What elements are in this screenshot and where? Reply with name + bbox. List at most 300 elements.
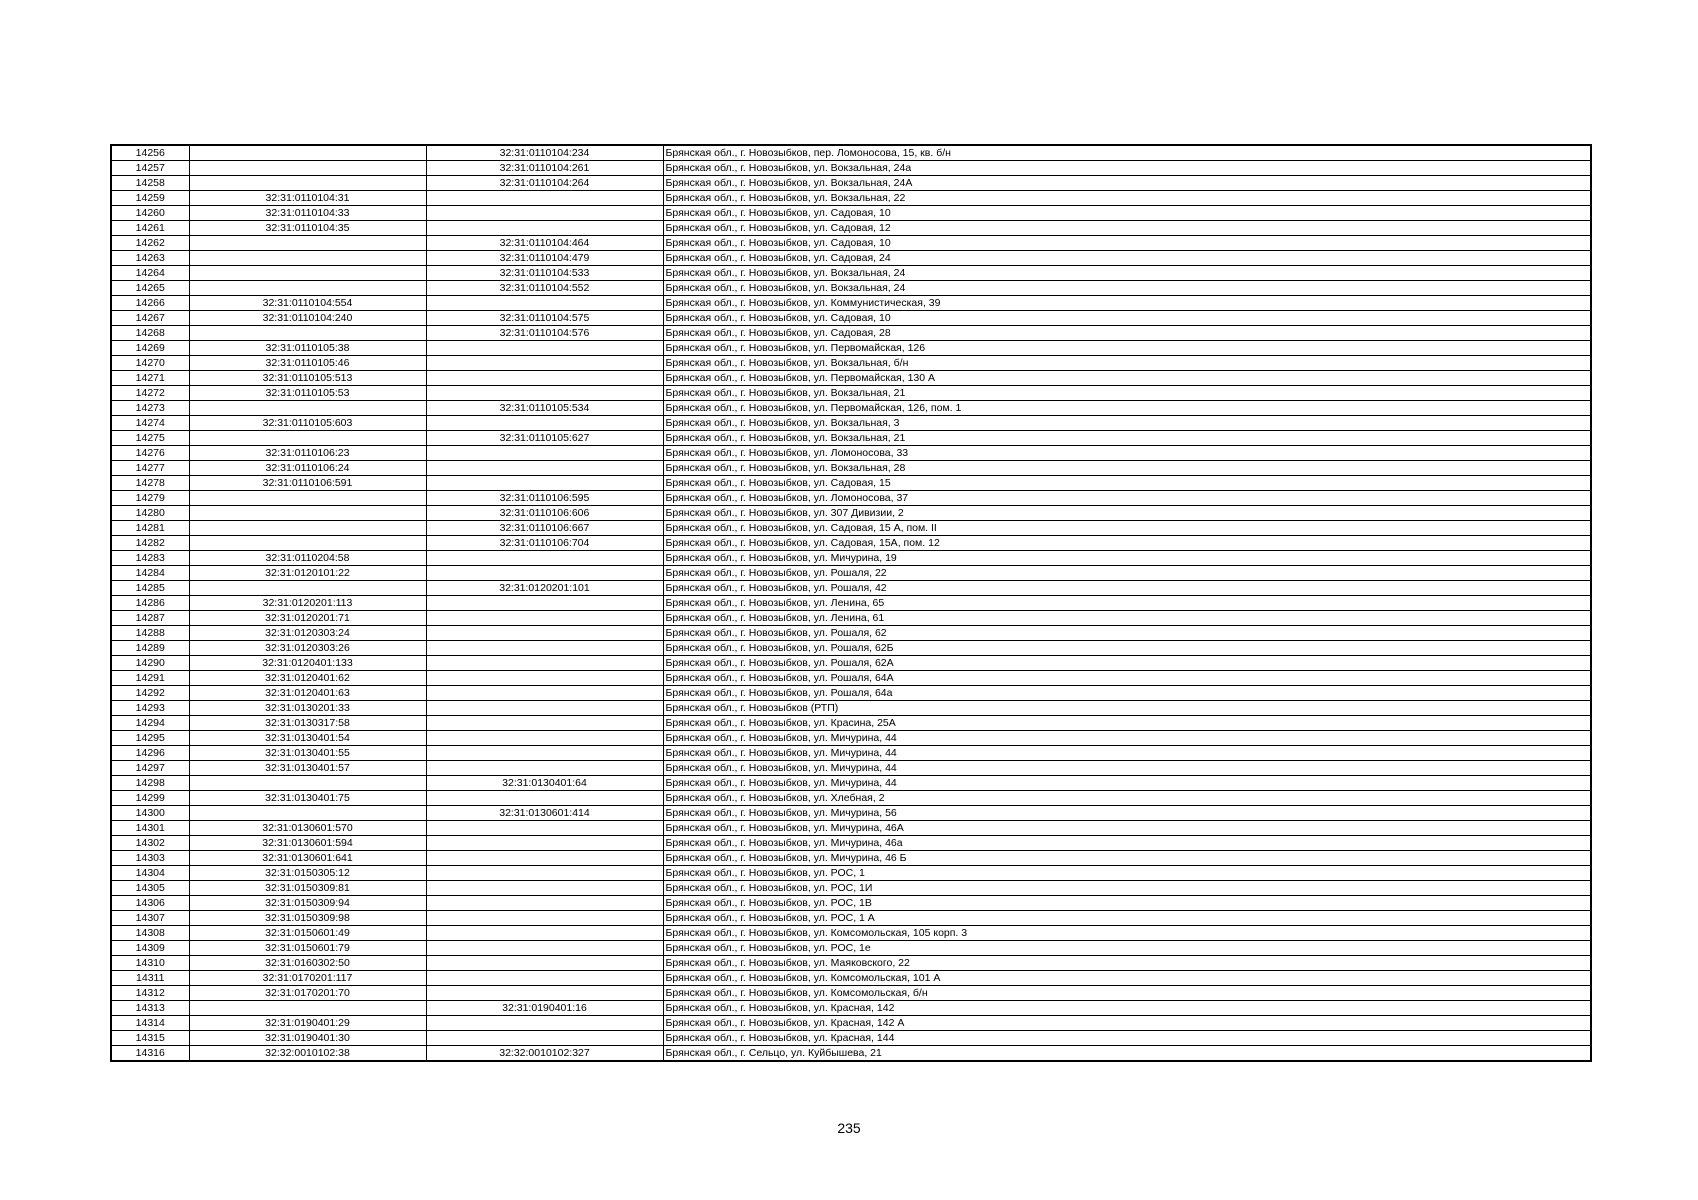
address-cell: Брянская обл., г. Новозыбков, ул. Рошаля, 22 xyxy=(663,566,1591,581)
row-number-cell: 14282 xyxy=(111,536,189,551)
row-number-cell: 14300 xyxy=(111,806,189,821)
land-cadastral-number-cell xyxy=(189,431,426,446)
land-cadastral-number-cell xyxy=(189,401,426,416)
row-number-cell: 14271 xyxy=(111,371,189,386)
land-cadastral-number-cell: 32:31:0110104:31 xyxy=(189,191,426,206)
row-number-cell: 14298 xyxy=(111,776,189,791)
address-cell: Брянская обл., г. Новозыбков, ул. Рошаля, 42 xyxy=(663,581,1591,596)
table-row xyxy=(111,701,1591,716)
building-cadastral-number-cell: 32:31:0110104:479 xyxy=(426,251,663,266)
table-row xyxy=(111,716,1591,731)
row-number-cell: 14302 xyxy=(111,836,189,851)
table-row xyxy=(111,956,1591,971)
land-cadastral-number-cell: 32:31:0130401:55 xyxy=(189,746,426,761)
address-cell: Брянская обл., г. Новозыбков, ул. Ломоносова, 33 xyxy=(663,446,1591,461)
address-cell: Брянская обл., г. Новозыбков, ул. Вокзальная, 24 xyxy=(663,266,1591,281)
row-number-cell: 14311 xyxy=(111,971,189,986)
address-cell: Брянская обл., г. Новозыбков, ул. Садовая, 15 А, пом. II xyxy=(663,521,1591,536)
table-row xyxy=(111,626,1591,641)
building-cadastral-number-cell xyxy=(426,416,663,431)
building-cadastral-number-cell: 32:31:0110106:606 xyxy=(426,506,663,521)
land-cadastral-number-cell: 32:31:0150309:94 xyxy=(189,896,426,911)
land-cadastral-number-cell xyxy=(189,266,426,281)
building-cadastral-number-cell xyxy=(426,941,663,956)
address-cell: Брянская обл., г. Новозыбков, ул. Первомайская, 130 А xyxy=(663,371,1591,386)
building-cadastral-number-cell xyxy=(426,206,663,221)
land-cadastral-number-cell: 32:31:0110204:58 xyxy=(189,551,426,566)
row-number-cell: 14313 xyxy=(111,1001,189,1016)
registry-table xyxy=(110,144,1592,1062)
address-cell: Брянская обл., г. Новозыбков, ул. Садовая, 10 xyxy=(663,236,1591,251)
building-cadastral-number-cell xyxy=(426,626,663,641)
land-cadastral-number-cell: 32:31:0120303:26 xyxy=(189,641,426,656)
building-cadastral-number-cell xyxy=(426,791,663,806)
address-cell: Брянская обл., г. Новозыбков, ул. Садовая, 12 xyxy=(663,221,1591,236)
address-cell: Брянская обл., г. Новозыбков, ул. РОС, 1 А xyxy=(663,911,1591,926)
address-cell: Брянская обл., г. Новозыбков, ул. Вокзальная, 21 xyxy=(663,386,1591,401)
land-cadastral-number-cell: 32:31:0130601:594 xyxy=(189,836,426,851)
building-cadastral-number-cell xyxy=(426,356,663,371)
land-cadastral-number-cell xyxy=(189,236,426,251)
building-cadastral-number-cell xyxy=(426,566,663,581)
address-cell: Брянская обл., г. Новозыбков, ул. Вокзальная, б/н xyxy=(663,356,1591,371)
land-cadastral-number-cell: 32:31:0130401:57 xyxy=(189,761,426,776)
table-row xyxy=(111,191,1591,206)
address-cell: Брянская обл., г. Новозыбков, ул. Ломоносова, 37 xyxy=(663,491,1591,506)
table-row xyxy=(111,641,1591,656)
address-cell: Брянская обл., г. Новозыбков, ул. Рошаля, 64а xyxy=(663,686,1591,701)
land-cadastral-number-cell: 32:31:0110106:591 xyxy=(189,476,426,491)
land-cadastral-number-cell: 32:31:0130201:33 xyxy=(189,701,426,716)
building-cadastral-number-cell: 32:31:0110104:261 xyxy=(426,161,663,176)
address-cell: Брянская обл., г. Новозыбков, ул. Вокзальная, 24 xyxy=(663,281,1591,296)
table-row xyxy=(111,161,1591,176)
address-cell: Брянская обл., г. Новозыбков, ул. Вокзальная, 3 xyxy=(663,416,1591,431)
address-cell: Брянская обл., г. Новозыбков, ул. Мичурина, 44 xyxy=(663,776,1591,791)
land-cadastral-number-cell: 32:31:0110104:33 xyxy=(189,206,426,221)
address-cell: Брянская обл., г. Новозыбков (РТП) xyxy=(663,701,1591,716)
table-row xyxy=(111,145,1591,161)
land-cadastral-number-cell: 32:31:0110105:38 xyxy=(189,341,426,356)
building-cadastral-number-cell xyxy=(426,671,663,686)
table-row xyxy=(111,236,1591,251)
land-cadastral-number-cell: 32:31:0130317:58 xyxy=(189,716,426,731)
table-row xyxy=(111,1001,1591,1016)
row-number-cell: 14305 xyxy=(111,881,189,896)
building-cadastral-number-cell: 32:31:0110105:627 xyxy=(426,431,663,446)
row-number-cell: 14286 xyxy=(111,596,189,611)
land-cadastral-number-cell xyxy=(189,145,426,161)
building-cadastral-number-cell xyxy=(426,701,663,716)
address-cell: Брянская обл., г. Новозыбков, ул. Красная, 142 А xyxy=(663,1016,1591,1031)
address-cell: Брянская обл., г. Новозыбков, ул. Вокзальная, 22 xyxy=(663,191,1591,206)
registry-table-container xyxy=(110,144,1590,1062)
row-number-cell: 14266 xyxy=(111,296,189,311)
table-row xyxy=(111,791,1591,806)
row-number-cell: 14290 xyxy=(111,656,189,671)
page-number: 235 xyxy=(837,1120,861,1136)
land-cadastral-number-cell: 32:31:0120101:22 xyxy=(189,566,426,581)
land-cadastral-number-cell: 32:31:0110106:24 xyxy=(189,461,426,476)
row-number-cell: 14293 xyxy=(111,701,189,716)
address-cell: Брянская обл., г. Новозыбков, ул. Вокзальная, 21 xyxy=(663,431,1591,446)
building-cadastral-number-cell xyxy=(426,746,663,761)
building-cadastral-number-cell: 32:31:0120201:101 xyxy=(426,581,663,596)
address-cell: Брянская обл., г. Новозыбков, ул. Красная, 144 xyxy=(663,1031,1591,1046)
row-number-cell: 14296 xyxy=(111,746,189,761)
table-row xyxy=(111,686,1591,701)
row-number-cell: 14281 xyxy=(111,521,189,536)
building-cadastral-number-cell xyxy=(426,1016,663,1031)
table-row xyxy=(111,266,1591,281)
table-row xyxy=(111,311,1591,326)
address-cell: Брянская обл., г. Новозыбков, ул. Первомайская, 126, пом. 1 xyxy=(663,401,1591,416)
row-number-cell: 14315 xyxy=(111,1031,189,1046)
building-cadastral-number-cell xyxy=(426,866,663,881)
row-number-cell: 14277 xyxy=(111,461,189,476)
address-cell: Брянская обл., г. Новозыбков, ул. Комсомольская, б/н xyxy=(663,986,1591,1001)
table-row xyxy=(111,461,1591,476)
row-number-cell: 14292 xyxy=(111,686,189,701)
row-number-cell: 14259 xyxy=(111,191,189,206)
address-cell: Брянская обл., г. Новозыбков, ул. Комсомольская, 105 корп. 3 xyxy=(663,926,1591,941)
building-cadastral-number-cell: 32:31:0110104:552 xyxy=(426,281,663,296)
land-cadastral-number-cell xyxy=(189,806,426,821)
address-cell: Брянская обл., г. Новозыбков, ул. Мичурина, 46 Б xyxy=(663,851,1591,866)
building-cadastral-number-cell xyxy=(426,881,663,896)
address-cell: Брянская обл., г. Новозыбков, ул. Садовая, 15 xyxy=(663,476,1591,491)
building-cadastral-number-cell: 32:31:0110104:234 xyxy=(426,145,663,161)
building-cadastral-number-cell: 32:31:0110106:667 xyxy=(426,521,663,536)
table-row xyxy=(111,596,1591,611)
building-cadastral-number-cell xyxy=(426,611,663,626)
land-cadastral-number-cell xyxy=(189,1001,426,1016)
building-cadastral-number-cell xyxy=(426,596,663,611)
table-row xyxy=(111,1016,1591,1031)
address-cell: Брянская обл., г. Новозыбков, ул. Мичурина, 46а xyxy=(663,836,1591,851)
row-number-cell: 14301 xyxy=(111,821,189,836)
building-cadastral-number-cell xyxy=(426,686,663,701)
address-cell: Брянская обл., г. Новозыбков, ул. РОС, 1е xyxy=(663,941,1591,956)
row-number-cell: 14314 xyxy=(111,1016,189,1031)
table-row xyxy=(111,476,1591,491)
building-cadastral-number-cell: 32:31:0130401:64 xyxy=(426,776,663,791)
table-row xyxy=(111,551,1591,566)
building-cadastral-number-cell xyxy=(426,956,663,971)
building-cadastral-number-cell: 32:31:0110105:534 xyxy=(426,401,663,416)
table-row xyxy=(111,866,1591,881)
row-number-cell: 14291 xyxy=(111,671,189,686)
land-cadastral-number-cell: 32:31:0150305:12 xyxy=(189,866,426,881)
land-cadastral-number-cell: 32:31:0130401:54 xyxy=(189,731,426,746)
table-row xyxy=(111,281,1591,296)
address-cell: Брянская обл., г. Новозыбков, ул. Садовая, 28 xyxy=(663,326,1591,341)
row-number-cell: 14284 xyxy=(111,566,189,581)
row-number-cell: 14272 xyxy=(111,386,189,401)
address-cell: Брянская обл., г. Новозыбков, ул. Комсомольская, 101 А xyxy=(663,971,1591,986)
row-number-cell: 14263 xyxy=(111,251,189,266)
building-cadastral-number-cell xyxy=(426,371,663,386)
address-cell: Брянская обл., г. Новозыбков, ул. 307 Дивизии, 2 xyxy=(663,506,1591,521)
building-cadastral-number-cell xyxy=(426,986,663,1001)
building-cadastral-number-cell xyxy=(426,911,663,926)
land-cadastral-number-cell xyxy=(189,536,426,551)
table-row xyxy=(111,206,1591,221)
address-cell: Брянская обл., г. Новозыбков, ул. РОС, 1И xyxy=(663,881,1591,896)
row-number-cell: 14265 xyxy=(111,281,189,296)
building-cadastral-number-cell: 32:31:0130601:414 xyxy=(426,806,663,821)
row-number-cell: 14299 xyxy=(111,791,189,806)
row-number-cell: 14285 xyxy=(111,581,189,596)
building-cadastral-number-cell xyxy=(426,341,663,356)
land-cadastral-number-cell xyxy=(189,251,426,266)
building-cadastral-number-cell xyxy=(426,761,663,776)
building-cadastral-number-cell: 32:31:0110104:464 xyxy=(426,236,663,251)
building-cadastral-number-cell xyxy=(426,716,663,731)
land-cadastral-number-cell xyxy=(189,161,426,176)
building-cadastral-number-cell: 32:31:0110104:264 xyxy=(426,176,663,191)
row-number-cell: 14256 xyxy=(111,145,189,161)
land-cadastral-number-cell xyxy=(189,326,426,341)
row-number-cell: 14260 xyxy=(111,206,189,221)
land-cadastral-number-cell: 32:31:0120303:24 xyxy=(189,626,426,641)
building-cadastral-number-cell xyxy=(426,836,663,851)
land-cadastral-number-cell: 32:31:0110106:23 xyxy=(189,446,426,461)
address-cell: Брянская обл., г. Сельцо, ул. Куйбышева, 21 xyxy=(663,1046,1591,1062)
address-cell: Брянская обл., г. Новозыбков, ул. Мичурина, 44 xyxy=(663,761,1591,776)
address-cell: Брянская обл., г. Новозыбков, ул. Мичурина, 44 xyxy=(663,731,1591,746)
land-cadastral-number-cell xyxy=(189,281,426,296)
land-cadastral-number-cell: 32:31:0190401:30 xyxy=(189,1031,426,1046)
land-cadastral-number-cell: 32:31:0150601:79 xyxy=(189,941,426,956)
table-row xyxy=(111,401,1591,416)
building-cadastral-number-cell xyxy=(426,641,663,656)
table-row xyxy=(111,731,1591,746)
land-cadastral-number-cell: 32:31:0150309:81 xyxy=(189,881,426,896)
table-row xyxy=(111,986,1591,1001)
table-row xyxy=(111,851,1591,866)
land-cadastral-number-cell xyxy=(189,506,426,521)
building-cadastral-number-cell xyxy=(426,926,663,941)
address-cell: Брянская обл., г. Новозыбков, ул. Рошаля, 62 xyxy=(663,626,1591,641)
row-number-cell: 14264 xyxy=(111,266,189,281)
address-cell: Брянская обл., г. Новозыбков, ул. Садовая, 24 xyxy=(663,251,1591,266)
building-cadastral-number-cell xyxy=(426,851,663,866)
address-cell: Брянская обл., г. Новозыбков, ул. Мичурина, 46А xyxy=(663,821,1591,836)
table-row xyxy=(111,776,1591,791)
table-row xyxy=(111,941,1591,956)
table-row xyxy=(111,911,1591,926)
table-row xyxy=(111,371,1591,386)
address-cell: Брянская обл., г. Новозыбков, ул. Садовая, 15А, пом. 12 xyxy=(663,536,1591,551)
row-number-cell: 14295 xyxy=(111,731,189,746)
row-number-cell: 14310 xyxy=(111,956,189,971)
table-row xyxy=(111,761,1591,776)
table-row xyxy=(111,806,1591,821)
table-row xyxy=(111,881,1591,896)
building-cadastral-number-cell: 32:31:0110104:576 xyxy=(426,326,663,341)
building-cadastral-number-cell: 32:32:0010102:327 xyxy=(426,1046,663,1062)
table-row xyxy=(111,566,1591,581)
address-cell: Брянская обл., г. Новозыбков, ул. Хлебная, 2 xyxy=(663,791,1591,806)
address-cell: Брянская обл., г. Новозыбков, ул. РОС, 1В xyxy=(663,896,1591,911)
row-number-cell: 14262 xyxy=(111,236,189,251)
land-cadastral-number-cell: 32:31:0120401:62 xyxy=(189,671,426,686)
table-row xyxy=(111,926,1591,941)
row-number-cell: 14269 xyxy=(111,341,189,356)
land-cadastral-number-cell xyxy=(189,581,426,596)
land-cadastral-number-cell: 32:31:0110104:240 xyxy=(189,311,426,326)
address-cell: Брянская обл., г. Новозыбков, ул. Красина, 25А xyxy=(663,716,1591,731)
table-row xyxy=(111,176,1591,191)
building-cadastral-number-cell xyxy=(426,461,663,476)
land-cadastral-number-cell: 32:31:0150309:98 xyxy=(189,911,426,926)
building-cadastral-number-cell xyxy=(426,551,663,566)
address-cell: Брянская обл., г. Новозыбков, ул. Садовая, 10 xyxy=(663,311,1591,326)
row-number-cell: 14304 xyxy=(111,866,189,881)
address-cell: Брянская обл., г. Новозыбков, ул. Вокзальная, 24А xyxy=(663,176,1591,191)
building-cadastral-number-cell xyxy=(426,896,663,911)
row-number-cell: 14303 xyxy=(111,851,189,866)
row-number-cell: 14289 xyxy=(111,641,189,656)
building-cadastral-number-cell xyxy=(426,296,663,311)
land-cadastral-number-cell xyxy=(189,521,426,536)
address-cell: Брянская обл., г. Новозыбков, ул. Маяковского, 22 xyxy=(663,956,1591,971)
land-cadastral-number-cell: 32:31:0160302:50 xyxy=(189,956,426,971)
row-number-cell: 14312 xyxy=(111,986,189,1001)
row-number-cell: 14267 xyxy=(111,311,189,326)
land-cadastral-number-cell: 32:31:0130601:570 xyxy=(189,821,426,836)
building-cadastral-number-cell xyxy=(426,191,663,206)
land-cadastral-number-cell: 32:31:0120401:133 xyxy=(189,656,426,671)
land-cadastral-number-cell xyxy=(189,776,426,791)
table-row xyxy=(111,581,1591,596)
row-number-cell: 14294 xyxy=(111,716,189,731)
building-cadastral-number-cell xyxy=(426,971,663,986)
land-cadastral-number-cell: 32:31:0110104:554 xyxy=(189,296,426,311)
building-cadastral-number-cell xyxy=(426,476,663,491)
table-row xyxy=(111,1031,1591,1046)
table-row xyxy=(111,416,1591,431)
table-row xyxy=(111,326,1591,341)
row-number-cell: 14258 xyxy=(111,176,189,191)
row-number-cell: 14288 xyxy=(111,626,189,641)
row-number-cell: 14274 xyxy=(111,416,189,431)
address-cell: Брянская обл., г. Новозыбков, ул. Вокзальная, 24а xyxy=(663,161,1591,176)
building-cadastral-number-cell xyxy=(426,821,663,836)
table-row xyxy=(111,821,1591,836)
row-number-cell: 14268 xyxy=(111,326,189,341)
table-row xyxy=(111,836,1591,851)
address-cell: Брянская обл., г. Новозыбков, ул. Мичурина, 56 xyxy=(663,806,1591,821)
table-row xyxy=(111,386,1591,401)
land-cadastral-number-cell: 32:31:0110105:603 xyxy=(189,416,426,431)
row-number-cell: 14297 xyxy=(111,761,189,776)
address-cell: Брянская обл., г. Новозыбков, ул. Вокзальная, 28 xyxy=(663,461,1591,476)
building-cadastral-number-cell xyxy=(426,1031,663,1046)
building-cadastral-number-cell: 32:31:0110104:533 xyxy=(426,266,663,281)
row-number-cell: 14273 xyxy=(111,401,189,416)
land-cadastral-number-cell: 32:31:0120401:63 xyxy=(189,686,426,701)
row-number-cell: 14257 xyxy=(111,161,189,176)
row-number-cell: 14316 xyxy=(111,1046,189,1062)
building-cadastral-number-cell xyxy=(426,446,663,461)
address-cell: Брянская обл., г. Новозыбков, ул. Садовая, 10 xyxy=(663,206,1591,221)
address-cell: Брянская обл., г. Новозыбков, ул. Ленина, 65 xyxy=(663,596,1591,611)
registry-table-body xyxy=(111,145,1591,1061)
table-row xyxy=(111,251,1591,266)
address-cell: Брянская обл., г. Новозыбков, ул. Рошаля, 62Б xyxy=(663,641,1591,656)
address-cell: Брянская обл., г. Новозыбков, ул. Мичурина, 19 xyxy=(663,551,1591,566)
row-number-cell: 14308 xyxy=(111,926,189,941)
land-cadastral-number-cell: 32:31:0170201:117 xyxy=(189,971,426,986)
row-number-cell: 14261 xyxy=(111,221,189,236)
address-cell: Брянская обл., г. Новозыбков, ул. Мичурина, 44 xyxy=(663,746,1591,761)
row-number-cell: 14279 xyxy=(111,491,189,506)
table-row xyxy=(111,896,1591,911)
table-row xyxy=(111,446,1591,461)
address-cell: Брянская обл., г. Новозыбков, ул. Коммунистическая, 39 xyxy=(663,296,1591,311)
table-row xyxy=(111,611,1591,626)
row-number-cell: 14280 xyxy=(111,506,189,521)
building-cadastral-number-cell xyxy=(426,221,663,236)
table-row xyxy=(111,221,1591,236)
land-cadastral-number-cell: 32:31:0170201:70 xyxy=(189,986,426,1001)
land-cadastral-number-cell: 32:32:0010102:38 xyxy=(189,1046,426,1062)
table-row xyxy=(111,671,1591,686)
building-cadastral-number-cell: 32:31:0110104:575 xyxy=(426,311,663,326)
land-cadastral-number-cell: 32:31:0120201:113 xyxy=(189,596,426,611)
building-cadastral-number-cell: 32:31:0190401:16 xyxy=(426,1001,663,1016)
land-cadastral-number-cell xyxy=(189,491,426,506)
address-cell: Брянская обл., г. Новозыбков, ул. Ленина, 61 xyxy=(663,611,1591,626)
row-number-cell: 14309 xyxy=(111,941,189,956)
land-cadastral-number-cell: 32:31:0110105:46 xyxy=(189,356,426,371)
land-cadastral-number-cell xyxy=(189,176,426,191)
table-row xyxy=(111,356,1591,371)
address-cell: Брянская обл., г. Новозыбков, ул. Рошаля, 64А xyxy=(663,671,1591,686)
row-number-cell: 14283 xyxy=(111,551,189,566)
row-number-cell: 14270 xyxy=(111,356,189,371)
building-cadastral-number-cell xyxy=(426,656,663,671)
address-cell: Брянская обл., г. Новозыбков, ул. РОС, 1 xyxy=(663,866,1591,881)
table-row xyxy=(111,341,1591,356)
building-cadastral-number-cell xyxy=(426,386,663,401)
building-cadastral-number-cell: 32:31:0110106:595 xyxy=(426,491,663,506)
address-cell: Брянская обл., г. Новозыбков, ул. Первомайская, 126 xyxy=(663,341,1591,356)
row-number-cell: 14306 xyxy=(111,896,189,911)
table-row xyxy=(111,521,1591,536)
row-number-cell: 14307 xyxy=(111,911,189,926)
land-cadastral-number-cell: 32:31:0110105:513 xyxy=(189,371,426,386)
land-cadastral-number-cell: 32:31:0110105:53 xyxy=(189,386,426,401)
table-row xyxy=(111,431,1591,446)
row-number-cell: 14276 xyxy=(111,446,189,461)
table-row xyxy=(111,1046,1591,1062)
land-cadastral-number-cell: 32:31:0120201:71 xyxy=(189,611,426,626)
land-cadastral-number-cell: 32:31:0190401:29 xyxy=(189,1016,426,1031)
address-cell: Брянская обл., г. Новозыбков, ул. Рошаля, 62А xyxy=(663,656,1591,671)
table-row xyxy=(111,971,1591,986)
land-cadastral-number-cell: 32:31:0130401:75 xyxy=(189,791,426,806)
address-cell: Брянская обл., г. Новозыбков, пер. Ломоносова, 15, кв. б/н xyxy=(663,145,1591,161)
building-cadastral-number-cell: 32:31:0110106:704 xyxy=(426,536,663,551)
table-row xyxy=(111,491,1591,506)
row-number-cell: 14278 xyxy=(111,476,189,491)
table-row xyxy=(111,506,1591,521)
land-cadastral-number-cell: 32:31:0130601:641 xyxy=(189,851,426,866)
table-row xyxy=(111,746,1591,761)
